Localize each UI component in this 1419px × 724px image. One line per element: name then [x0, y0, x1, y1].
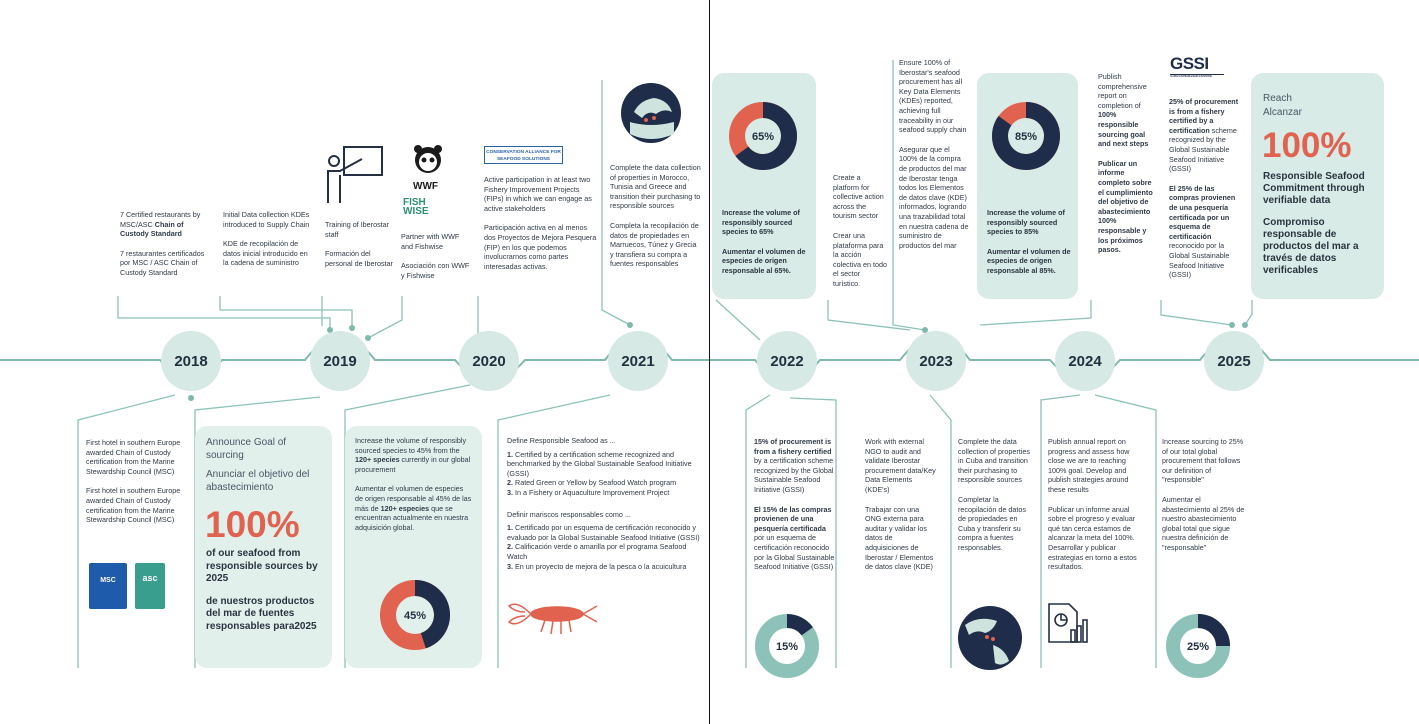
svg-text:45%: 45% — [403, 610, 427, 622]
top-2025b-text: Responsible Seafood Commitment through verifiable data Compromiso responsable de productos del mar a través de datos verificables — [1263, 171, 1365, 276]
report-chart-icon — [1047, 602, 1091, 644]
top-2019b-text: Training of Iberostar staff Formación del personal de Iberostar — [325, 220, 393, 268]
top-2024-text: Publish comprehensive report on completion of 100% responsible sourcing goal and next steps Publicar un informe completo sobre el cumplimiento del objetivo de abastecimiento 100% responsable y los próximos pasos. — [1098, 72, 1153, 255]
top-2023c-text: Increase the volume of responsibly sourced species to 85% Aumentar el volumen de especies de origen responsable al 85%. — [987, 208, 1071, 275]
top-2020-text: Active participation in at least two Fishery Improvement Projects (FIPs) in which we can engage as active stakeholders Participación activa en al menos dos Proyectos de Mejora Pesquera (FIP) en los que podemos involucrarnos como partes interesadas activas. — [484, 175, 597, 271]
goal-label: Announce Goal of sourcing Anunciar el objetivo del abastecimiento — [206, 437, 310, 493]
globe-americas-icon — [957, 605, 1023, 671]
bottom-2020b-text: Define Responsible Seafood as ... 1. Certified by a certification scheme recognized and benchmarked by the Global Sustainable Seafood Initiative (GSSI) 2. Rated Green or Yellow by Seafood Watch program 3. In a Fishery or Aquaculture Improvement Project Definir mariscos responsables como ... 1. Certificado por un esquema de certificación reconocido y evaluado por la Global Sustainable Seafood Initiative (GSSI) 2. Calificación verde o amarilla por el programa Seafood Watch 3. En un proyecto de mejora de la pesca o la acuicultura — [507, 436, 700, 571]
top-2019c-text: Partner with WWF and Fishwise Asociación con WWF y Fishwise — [401, 232, 470, 280]
page-divider — [709, 0, 710, 724]
msc-logo: MSC — [89, 563, 127, 609]
year-2018: 2018 — [161, 331, 221, 391]
fishwise-logo: FISH WISE — [403, 197, 429, 217]
donut-45 — [378, 578, 452, 652]
donut-85 — [990, 100, 1062, 172]
svg-text:85%: 85% — [1014, 131, 1038, 143]
bottom-2022-text: 15% of procurement is from a fishery certified by a certification scheme recognized by the Global Sustainable Seafood Initiative (GSSI) El 15% de las compras provienen de una pesquería certificada por un esquema de certificación reconocido por la Global Sustainable Seafood Initiative (GSSI) — [754, 437, 835, 572]
top-2019a-text: Initial Data collection KDEs introduced to Supply Chain KDE de recopilación de datos inicial introducido en la cadena de suministro — [223, 210, 310, 268]
year-2021: 2021 — [608, 331, 668, 391]
donut-15 — [753, 612, 821, 680]
goal-100-bottom: 100% — [205, 504, 300, 545]
top-2021-text: Complete the data collection of properties in Morocco, Tunisia and Greece and transition their purchasing to responsible sources Completa la recopilación de datos de propiedades en Marruecos, Túnez y Grecia y transfiera su compra a fuentes responsables — [610, 163, 701, 269]
year-2020: 2020 — [459, 331, 519, 391]
lobster-icon — [505, 588, 601, 638]
top-2022-text: Increase the volume of responsibly sourced species to 65% Aumentar el volumen de especies de origen responsable al 65%. — [722, 208, 806, 275]
reach-label: Reach Alcanzar — [1263, 93, 1302, 118]
svg-text:25%: 25% — [1186, 641, 1210, 653]
bottom-2024-text: Publish annual report on progress and assess how close we are to reaching 100% goal. Develop and publish strategies around these results Publicar un informe anual sobre el progreso y evaluar qué tan cerca estamos de alcanzar la meta del 100%. Desarrollar y publicar estrategias en torno a estos resultados. — [1048, 437, 1137, 572]
bottom-2025-text: Increase sourcing to 25% of our total global procurement that follows our definition of "responsible" Aumentar el abastecimiento al 25% de nuestro abastecimiento global total que sigue nuestra definición de "responsable" — [1162, 437, 1245, 552]
top-2023b-text: Ensure 100% of Iberostar's seafood procurement has all Key Data Elements (KDEs) reported, achieving full traceability in our seafood supply chain Asegurar que el 100% de la compra de productos del mar de Iberostar tenga todos los Elementos de datos clave (KDE) informados, logrando una trazabilidad total en nuestra cadena de suministro de productos del mar — [899, 58, 969, 250]
conservation-alliance-logo: CONSERVATION ALLIANCE FOR SEAFOOD SOLUTIONS — [484, 146, 563, 164]
year-2025: 2025 — [1204, 331, 1264, 391]
svg-text:15%: 15% — [775, 641, 799, 653]
bottom-2019-text: of our seafood from responsible sources by 2025 de nuestros productos del mar de fuentes responsables para2025 — [206, 548, 318, 632]
year-2024: 2024 — [1055, 331, 1115, 391]
year-2019: 2019 — [310, 331, 370, 391]
training-board-icon — [322, 145, 386, 203]
year-2023: 2023 — [906, 331, 966, 391]
svg-text:65%: 65% — [751, 131, 775, 143]
gssi-logo: GSSI GLOBAL SUSTAINABLE SEAFOOD INITIATIVE — [1170, 54, 1224, 84]
bottom-2020a-text: Increase the volume of responsibly sourced species to 45% from the 120+ species currently in our global procurement Aumentar el volumen de especies de origen responsable al 45% de las más de 120+ especies que se encuentran actualmente en nuestra adquisición global. — [355, 436, 472, 532]
wwf-logo: WWF — [413, 181, 438, 192]
bottom-2023a-text: Work with external NGO to audit and validate Iberostar procurement data/Key Data Elements (KDE's) Trabajar con una ONG externa para auditar y validar los datos de adquisiciones de Iberostar / Elementos de datos clave (KDE) — [865, 437, 936, 572]
top-2025a-text: 25% of procurement is from a fishery certified by a certification scheme recognized by the Global Sustainable Seafood Initiative (GSSI) El 25% de las compras provienen de una pesquería certificada por un esquema de certificación reconocido por la Global Sustainable Seafood Initiative (GSSI) — [1169, 97, 1239, 280]
top-2023a-text: Create a platform for collective action across the tourism sector Crear una plataforma para la acción colectiva en todo el sector turístico. — [833, 173, 887, 288]
asc-logo: asc — [135, 563, 165, 609]
bottom-2023b-text: Complete the data collection of properties in Cuba and transition their purchasing to responsible sources Completar la recopilación de datos de propiedades en Cuba y transferir su compra a fuentes responsables. — [958, 437, 1030, 552]
bottom-2018-text: First hotel in southern Europe awarded Chain of Custody certification from the Marine Stewardship Council (MSC) First hotel in southern Europe awarded Chain of Custody certification from the Marine Stewardship Council (MSC) — [86, 438, 181, 525]
goal-100-top: 100% — [1262, 126, 1352, 165]
donut-25 — [1164, 612, 1232, 680]
globe-europe-icon — [620, 82, 682, 144]
top-2018-text: 7 Certified restaurants by MSC/ASC Chain of Custody Standard 7 restaurantes certificados por MSC / ASC Chain of Custody Standard — [120, 210, 205, 277]
donut-65 — [727, 100, 799, 172]
year-2022: 2022 — [757, 331, 817, 391]
wwf-panda-icon — [410, 142, 446, 182]
